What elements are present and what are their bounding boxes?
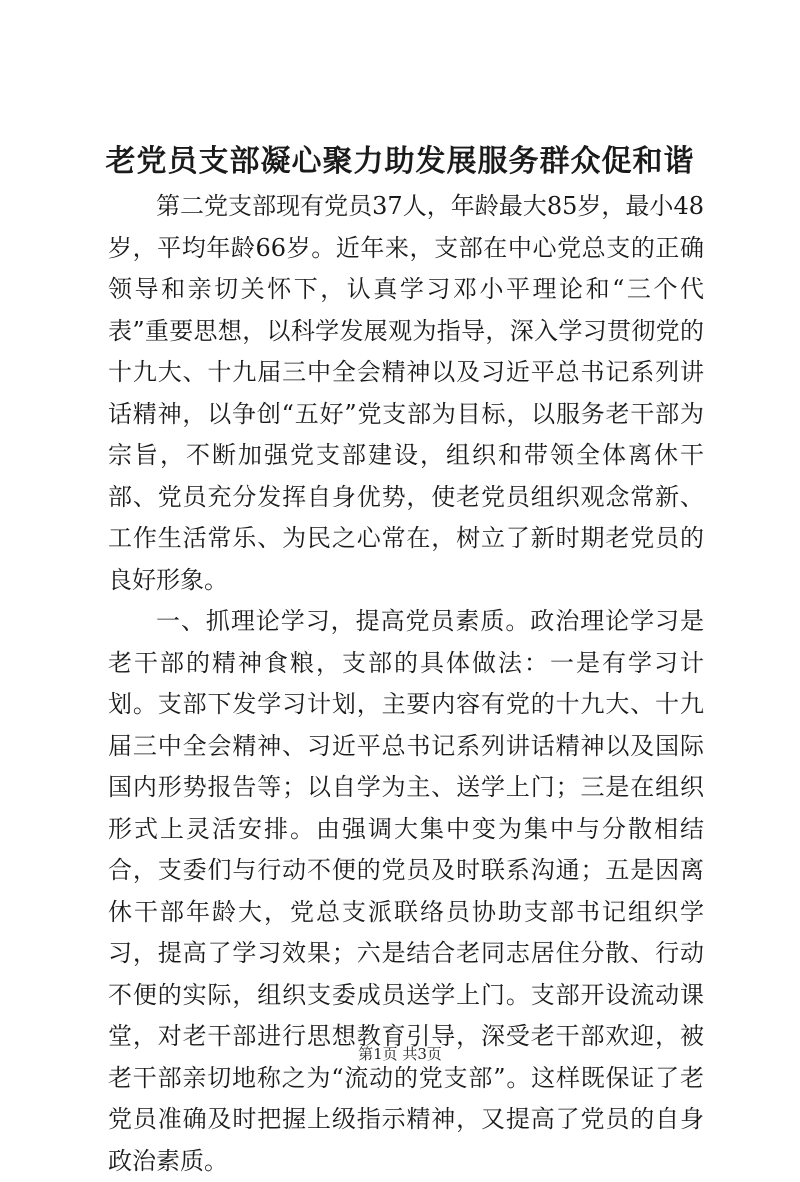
paragraph-intro: 第二党支部现有党员37人，年龄最大85岁，最小48岁，平均年龄66岁。近年来，支部在中心党总支的正确领导和亲切关怀下，认真学习邓小平理论和“三个代表”重要思想，以科学发展观为指导，深入学习贯彻党的十九大、十九届三中全会精神以及习近平总书记系列讲话精神，以争创“五好”党支部为目标，以服务老干部为宗旨，不断加强党支部建设，组织和带领全体离休干部、党员充分发挥自身优势，使老党员组织观念常新、工作生活常乐、为民之心常在，树立了新时期老党员的良好形象。: [108, 192, 704, 594]
page-number-footer: 第1页 共3页: [358, 1045, 442, 1063]
document-title: 老党员支部凝心聚力助发展服务群众促和谐: [105, 144, 695, 179]
document-body: [108, 186, 704, 1182]
paragraph-theory-study: 一、抓理论学习，提高党员素质。政治理论学习是老干部的精神食粮，支部的具体做法：一是有学习计划。支部下发学习计划，主要内容有党的十九大、十九届三中全会精神、习近平总书记系列讲话精神以及国际国内形势报告等；以自学为主、送学上门；三是在组织形式上灵活安排。由强调大集中变为集中与分散相结合，支委们与行动不便的党员及时联系沟通；五是因离休干部年龄大，党总支派联络员协助支部书记组织学习，提高了学习效果；六是结合老同志居住分散、行动不便的实际，组织支委成员送学上门。支部开设流动课堂，对老干部进行思想教育引导，深受老干部欢迎，被老干部亲切地称之为“流动的党支部”。这样既保证了老党员准确及时把握上级指示精神，又提高了党员的自身政治素质。: [108, 607, 704, 1175]
